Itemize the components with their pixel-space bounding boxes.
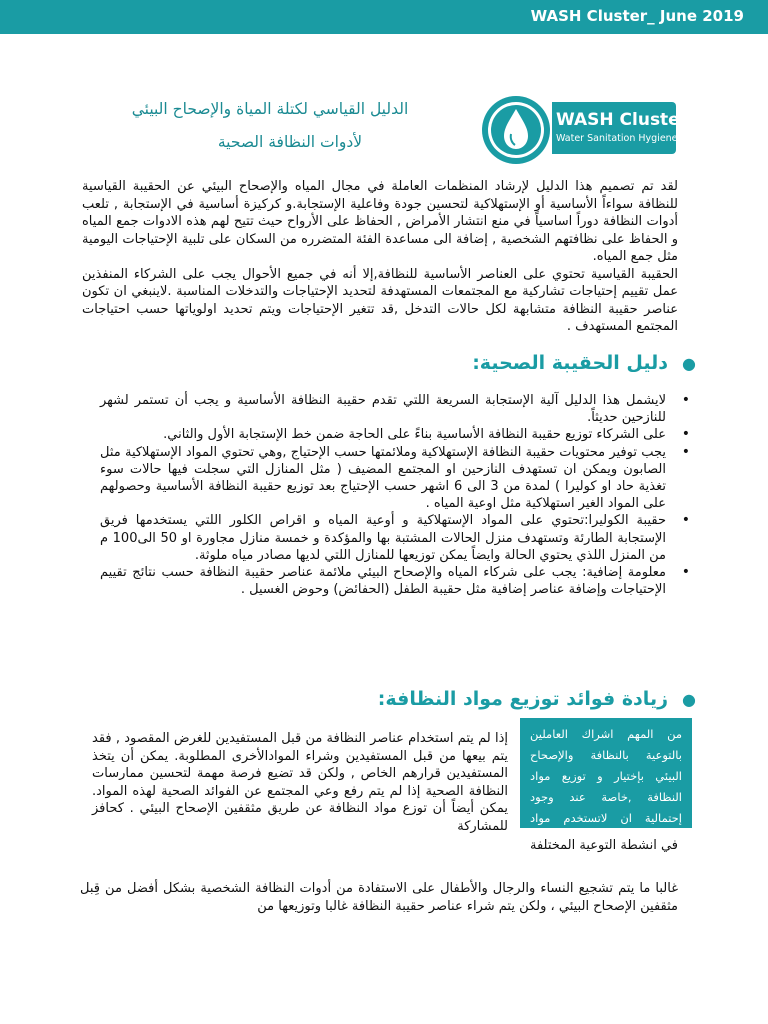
header-title: WASH Cluster_ June 2019: [530, 7, 744, 25]
section-heading-text: زيادة فوائد توزيع مواد النظافة:: [377, 688, 669, 710]
water-drop-icon: [480, 94, 552, 166]
intro-paragraph-2: الحقيبة القياسية تحتوي على العناصر الأساسية للنظافة,إلا أنه في جميع الأحوال يجب على الشركاء المنفذين عمل تقييم إحتياجات تشاركية مع المجتمعات المستهدفة لتحديد الإحتياجات والتدخلات المناسبة .لاينبغي ان تكون عناصر حقيبة النظافة متشابهة لكل حالات التدخل ,قد تتغير الإحتياجات ويتم تحديد اولوياتها حسب احتياجات المجتمع المستهدف .: [82, 266, 678, 334]
document-title-line2: لأدوات النظافة الصحية: [217, 133, 363, 151]
intro-paragraph-1: لقد تم تصميم هذا الدليل لإرشاد المنظمات العاملة في مجال المياه والإصحاح البيئي عن الحقيبة القياسية للنظافة سواءاً الأساسية أو الإستهلاكية لتحسين جودة وفاعلية الإستجابة.و كركيزة أساسية في الإستجابة , تلعب أدوات النظافة دوراً اساسياً في منع انتشار الأمراض , الحفاظ على الأرواح حيث تتيح لهم هذه الادوات جمع المياه و الحفاظ على نظافتهم الشخصية , إضافة الى مساعدة الفئة المتضرره من السكان على تلبية الإحتياجات اليومية مثل جمع المياه.: [82, 179, 678, 264]
bullet-icon: ●: [682, 690, 696, 709]
list-item: • على الشركاء توزيع حقيبة النظافة الأساسية بناءً على الحاجة ضمن خط الإستجابة الأول والثاني.: [100, 426, 690, 443]
bullet-icon: ●: [682, 354, 696, 373]
wash-cluster-logo: [480, 94, 689, 166]
list-item: • يجب توفير محتويات حقيبة النظافة الإستهلاكية وملائمتها حسب الإحتياج ,وهي تحتوي المواد الإستهلاكية مثل الصابون ويمكن ان تستهدف النازحين او المجتمع المضيف ( مثل المنازل التي سجلت فيها حالات سوء تغذية حاد او كوليرا ) لمدة من 3 الى 6 اشهر حسب الإحتياج بعد توزيع حقيبة النظافة الأساسية وحصولهم على المواد الغير استهلاكية مثل اوعية المياه .: [100, 444, 690, 513]
distribution-paragraph: إذا لم يتم استخدام عناصر النظافة من قبل المستفيدين للغرض المقصود , فقد يتم بيعها من قبل المستفيدين وشراء الموادالأخرى المطلوبة. يمكن أن يتخذ المستفيدين قرارهم الخاص , ولكن قد تضيع فرصة مهمة لتحسين ممارسات النظافة الصحية إذا لم يتم رفع وعي المجتمع عن الفوائد الصحية لهذه المواد. يمكن أيضاً أن توزع مواد النظافة عن طريق مثقفين الإصحاح البيئي . كحافز للمشاركة: [92, 731, 508, 834]
hygiene-kit-list: [100, 392, 690, 598]
list-item: • حقيبة الكوليرا:تحتوي على المواد الإستهلاكية و أوعية المياه و اقراص الكلور اللتي يستخدمها فريق الإستجابة الطارئة وتستهدف منزل الحالات المشتبة بها والمؤكدة و خمسة منازل مجاورة او 50 الى100 م من المنزل اللذي يحتوي الحالة وايضاً يمكن توزيعها للمنازل اللتي لديها مصادر مياه ملوثة.: [100, 512, 690, 564]
distribution-paragraph-tail: في انشطة التوعية المختلفة: [529, 838, 678, 853]
list-item: • لايشمل هذا الدليل آلية الإستجابة السريعة اللتي تقدم حقيبة النظافة الأساسية و يجب أن تستمر لشهر للنازحين حديثاً.: [100, 392, 690, 426]
intro-text: [82, 178, 678, 336]
section-heading-text: دليل الحقيبة الصحية:: [472, 352, 669, 374]
header-bar: [0, 0, 768, 34]
logo-name: WASH Cluster: [556, 110, 689, 130]
document-title-line1: الدليل القياسي لكتلة المياة والإصحاح البيئي: [131, 100, 409, 118]
list-item: • معلومة إضافية: يجب على شركاء المياه والإصحاح البيئي ملائمة عناصر حقيبة النظافة حسب نتائج تقييم الإحتياجات وإضافة عناصر إضافية مثل حقيبة الطفل (الحفائض) وحوض الغسيل .: [100, 564, 690, 598]
section-heading-hygiene-kit: [472, 352, 696, 374]
highlight-box: من المهم اشراك العاملين بالتوعية بالنظافة والإصحاح البيئي بإختيار و توزيع مواد النظافة ,خاصة عند وجود إحتمالية ان لاتستخدم مواد: [520, 718, 692, 828]
logo-subtitle: Water Sanitation Hygiene: [556, 133, 678, 144]
section-heading-distribution-benefits: [378, 688, 696, 710]
distribution-paragraph-2: غالبا ما يتم تشجيع النساء والرجال والأطفال على الاستفادة من أدوات النظافة الشخصية بشكل أفضل من قِبل مثقفين الإصحاح البيئي ، ولكن يتم شراء عناصر حقيبة النظافة غالبا وتوزيعها من: [80, 881, 678, 914]
